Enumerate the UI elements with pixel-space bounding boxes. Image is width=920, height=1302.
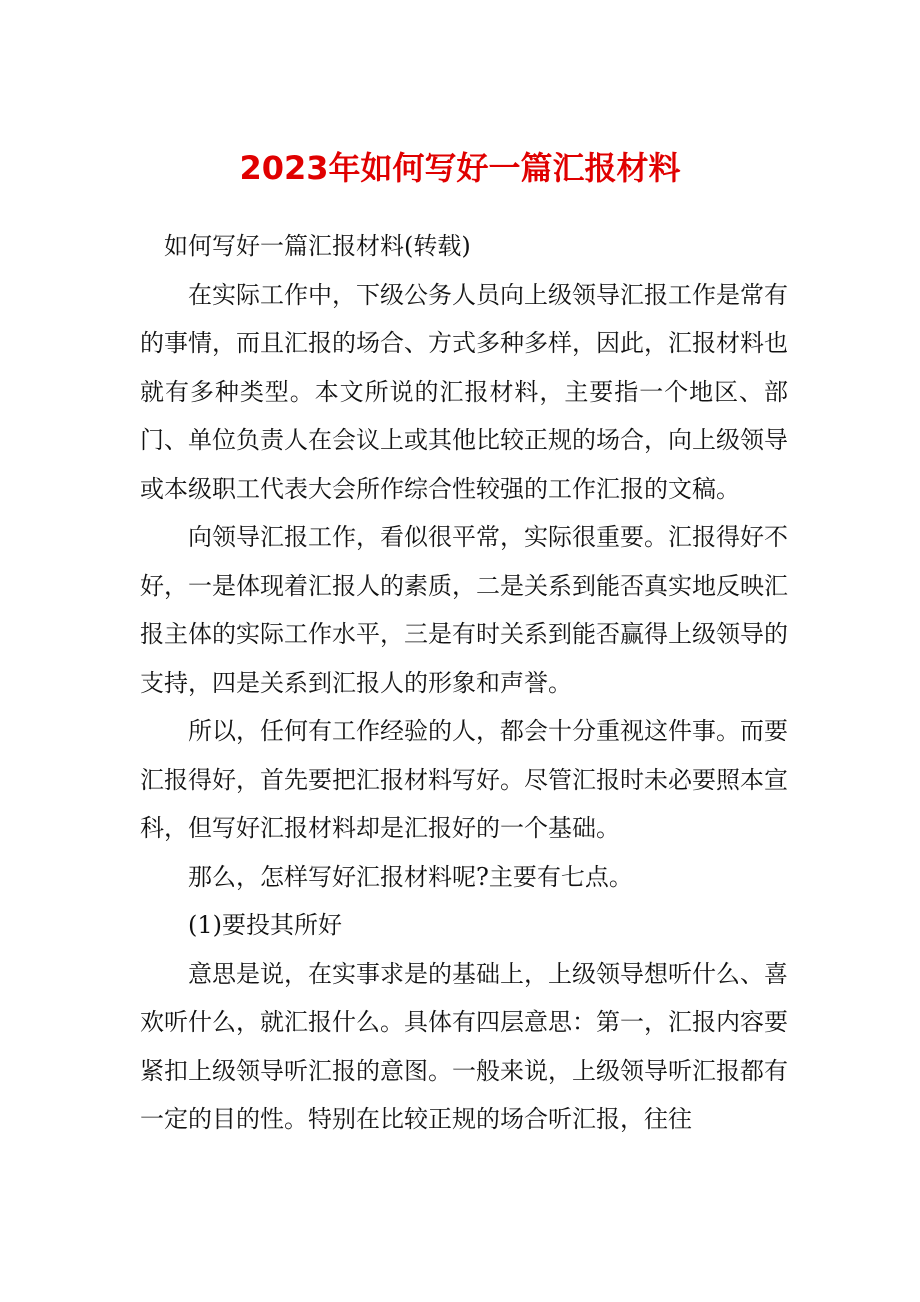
subtitle-paragraph: 如何写好一篇汇报材料(转载) <box>164 232 471 260</box>
body-paragraph-4: 那么，怎样写好汇报材料呢?主要有七点。 <box>188 862 633 891</box>
document-title: 2023年如何写好一篇汇报材料 <box>239 149 681 187</box>
body-paragraph-1: 在实际工作中，下级公务人员向上级领导汇报工作是常有的事情，而且汇报的场合、方式多种多样，因此，汇报材料也就有多种类型。本文所说的汇报材料，主要指一个地区、部门、单位负责人在会议上或其他比较正规的场合，向上级领导或本级职工代表大会所作综合性较强的工作汇报的文稿。 <box>140 280 788 503</box>
body-paragraph-3: 所以，任何有工作经验的人，都会十分重视这件事。而要汇报得好，首先要把汇报材料写好。尽管汇报时未必要照本宣科，但写好汇报材料却是汇报好的一个基础。 <box>140 717 788 842</box>
body-paragraph-5: 意思是说，在实事求是的基础上，上级领导想听什么、喜欢听什么，就汇报什么。具体有四层意思：第一，汇报内容要紧扣上级领导听汇报的意图。一般来说，上级领导听汇报都有一定的目的性。特别在比较正规的场合听汇报，往往 <box>140 959 788 1133</box>
section-heading-1: (1)要投其所好 <box>188 911 342 939</box>
body-paragraph-2: 向领导汇报工作，看似很平常，实际很重要。汇报得好不好，一是体现着汇报人的素质，二是关系到能否真实地反映汇报主体的实际工作水平，三是有时关系到能否赢得上级领导的支持，四是关系到汇报人的形象和声誉。 <box>140 523 788 697</box>
document-body <box>140 222 788 1144</box>
